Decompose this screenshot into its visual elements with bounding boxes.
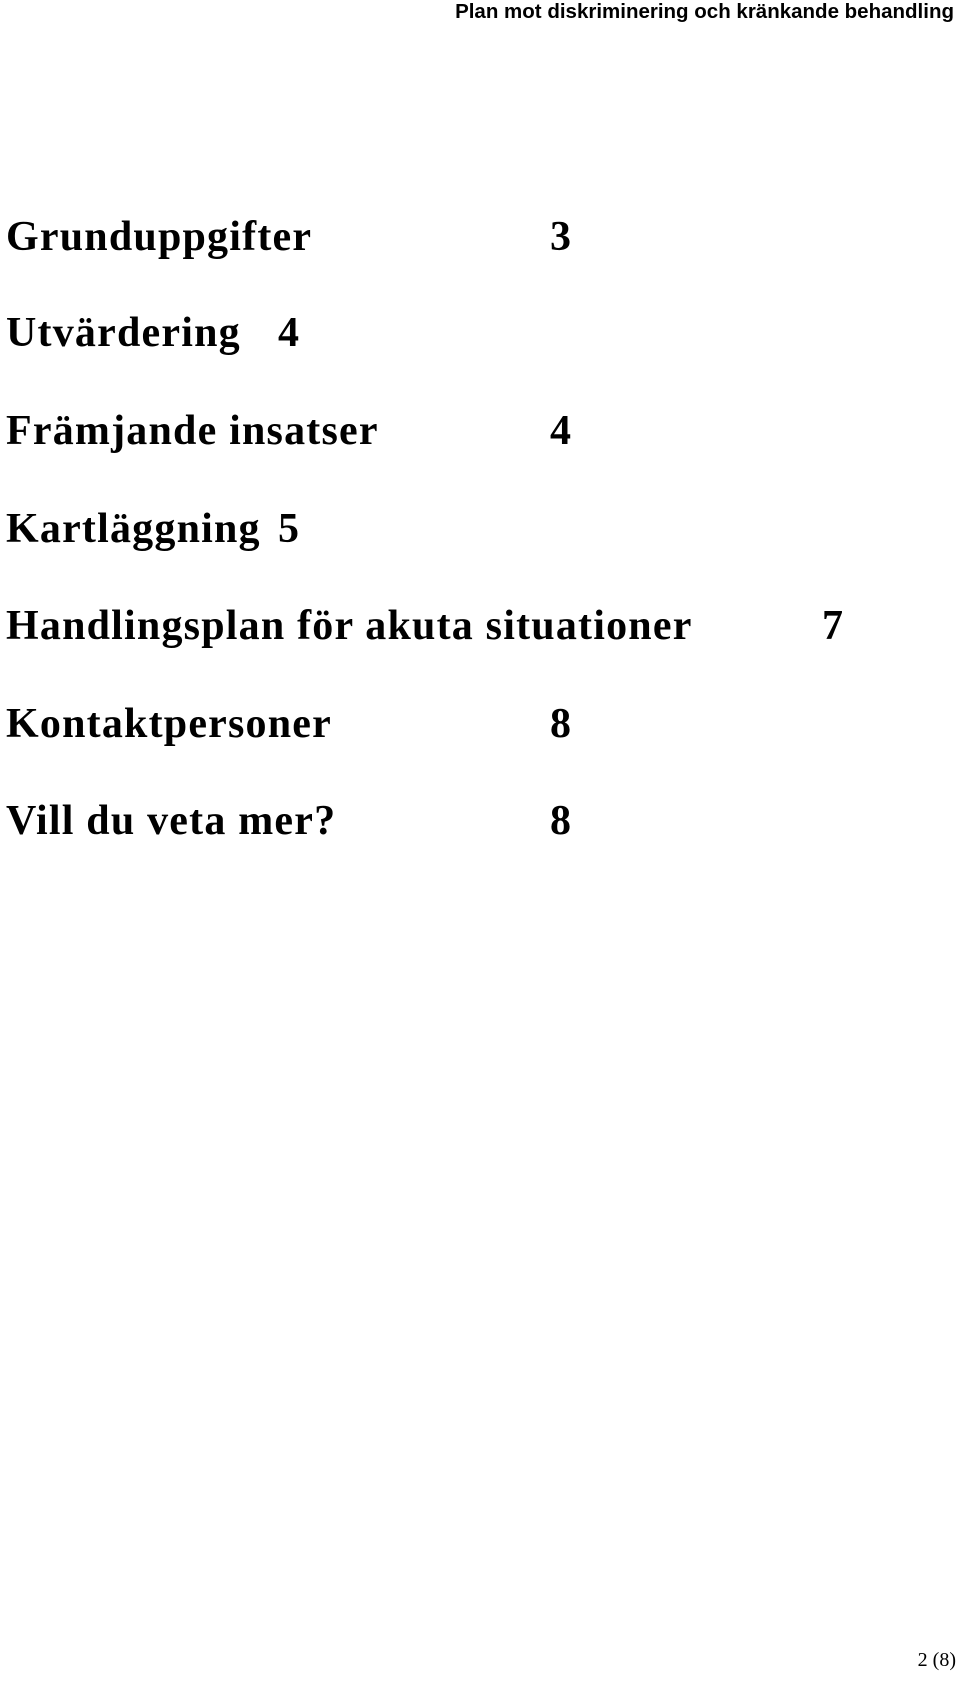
- page-number-indicator: 2 (8): [917, 1649, 956, 1671]
- toc-entry-title: Handlingsplan för akuta situationer: [6, 603, 693, 649]
- toc-entry-page-number: 5: [278, 506, 299, 552]
- toc-entry-page-number: 4: [278, 310, 299, 356]
- toc-entry-page-number: 8: [550, 798, 571, 844]
- toc-entry-page-number: 7: [822, 603, 843, 649]
- toc-entry-title: Kartläggning: [6, 506, 261, 552]
- toc-entry-kartlaggning[interactable]: [6, 505, 299, 553]
- toc-entry-page-number: 8: [550, 701, 571, 747]
- running-header-title: Plan mot diskriminering och kränkande behandling: [455, 0, 954, 23]
- toc-entry-grunduppgifter[interactable]: [6, 213, 571, 261]
- toc-entry-vill-du-veta-mer[interactable]: [6, 797, 571, 845]
- toc-entry-kontaktpersoner[interactable]: [6, 700, 571, 748]
- toc-entry-title: Främjande insatser: [6, 408, 379, 454]
- toc-entry-utvardering[interactable]: [6, 309, 299, 357]
- toc-entry-title: Grunduppgifter: [6, 214, 313, 260]
- toc-entry-page-number: 3: [550, 214, 571, 260]
- toc-entry-title: Vill du veta mer?: [6, 798, 337, 844]
- toc-entry-title: Kontaktpersoner: [6, 701, 332, 747]
- toc-entry-page-number: 4: [550, 408, 571, 454]
- toc-entry-title: Utvärdering: [6, 310, 241, 356]
- toc-entry-framjande-insatser[interactable]: [6, 407, 571, 455]
- toc-entry-handlingsplan[interactable]: [6, 602, 843, 650]
